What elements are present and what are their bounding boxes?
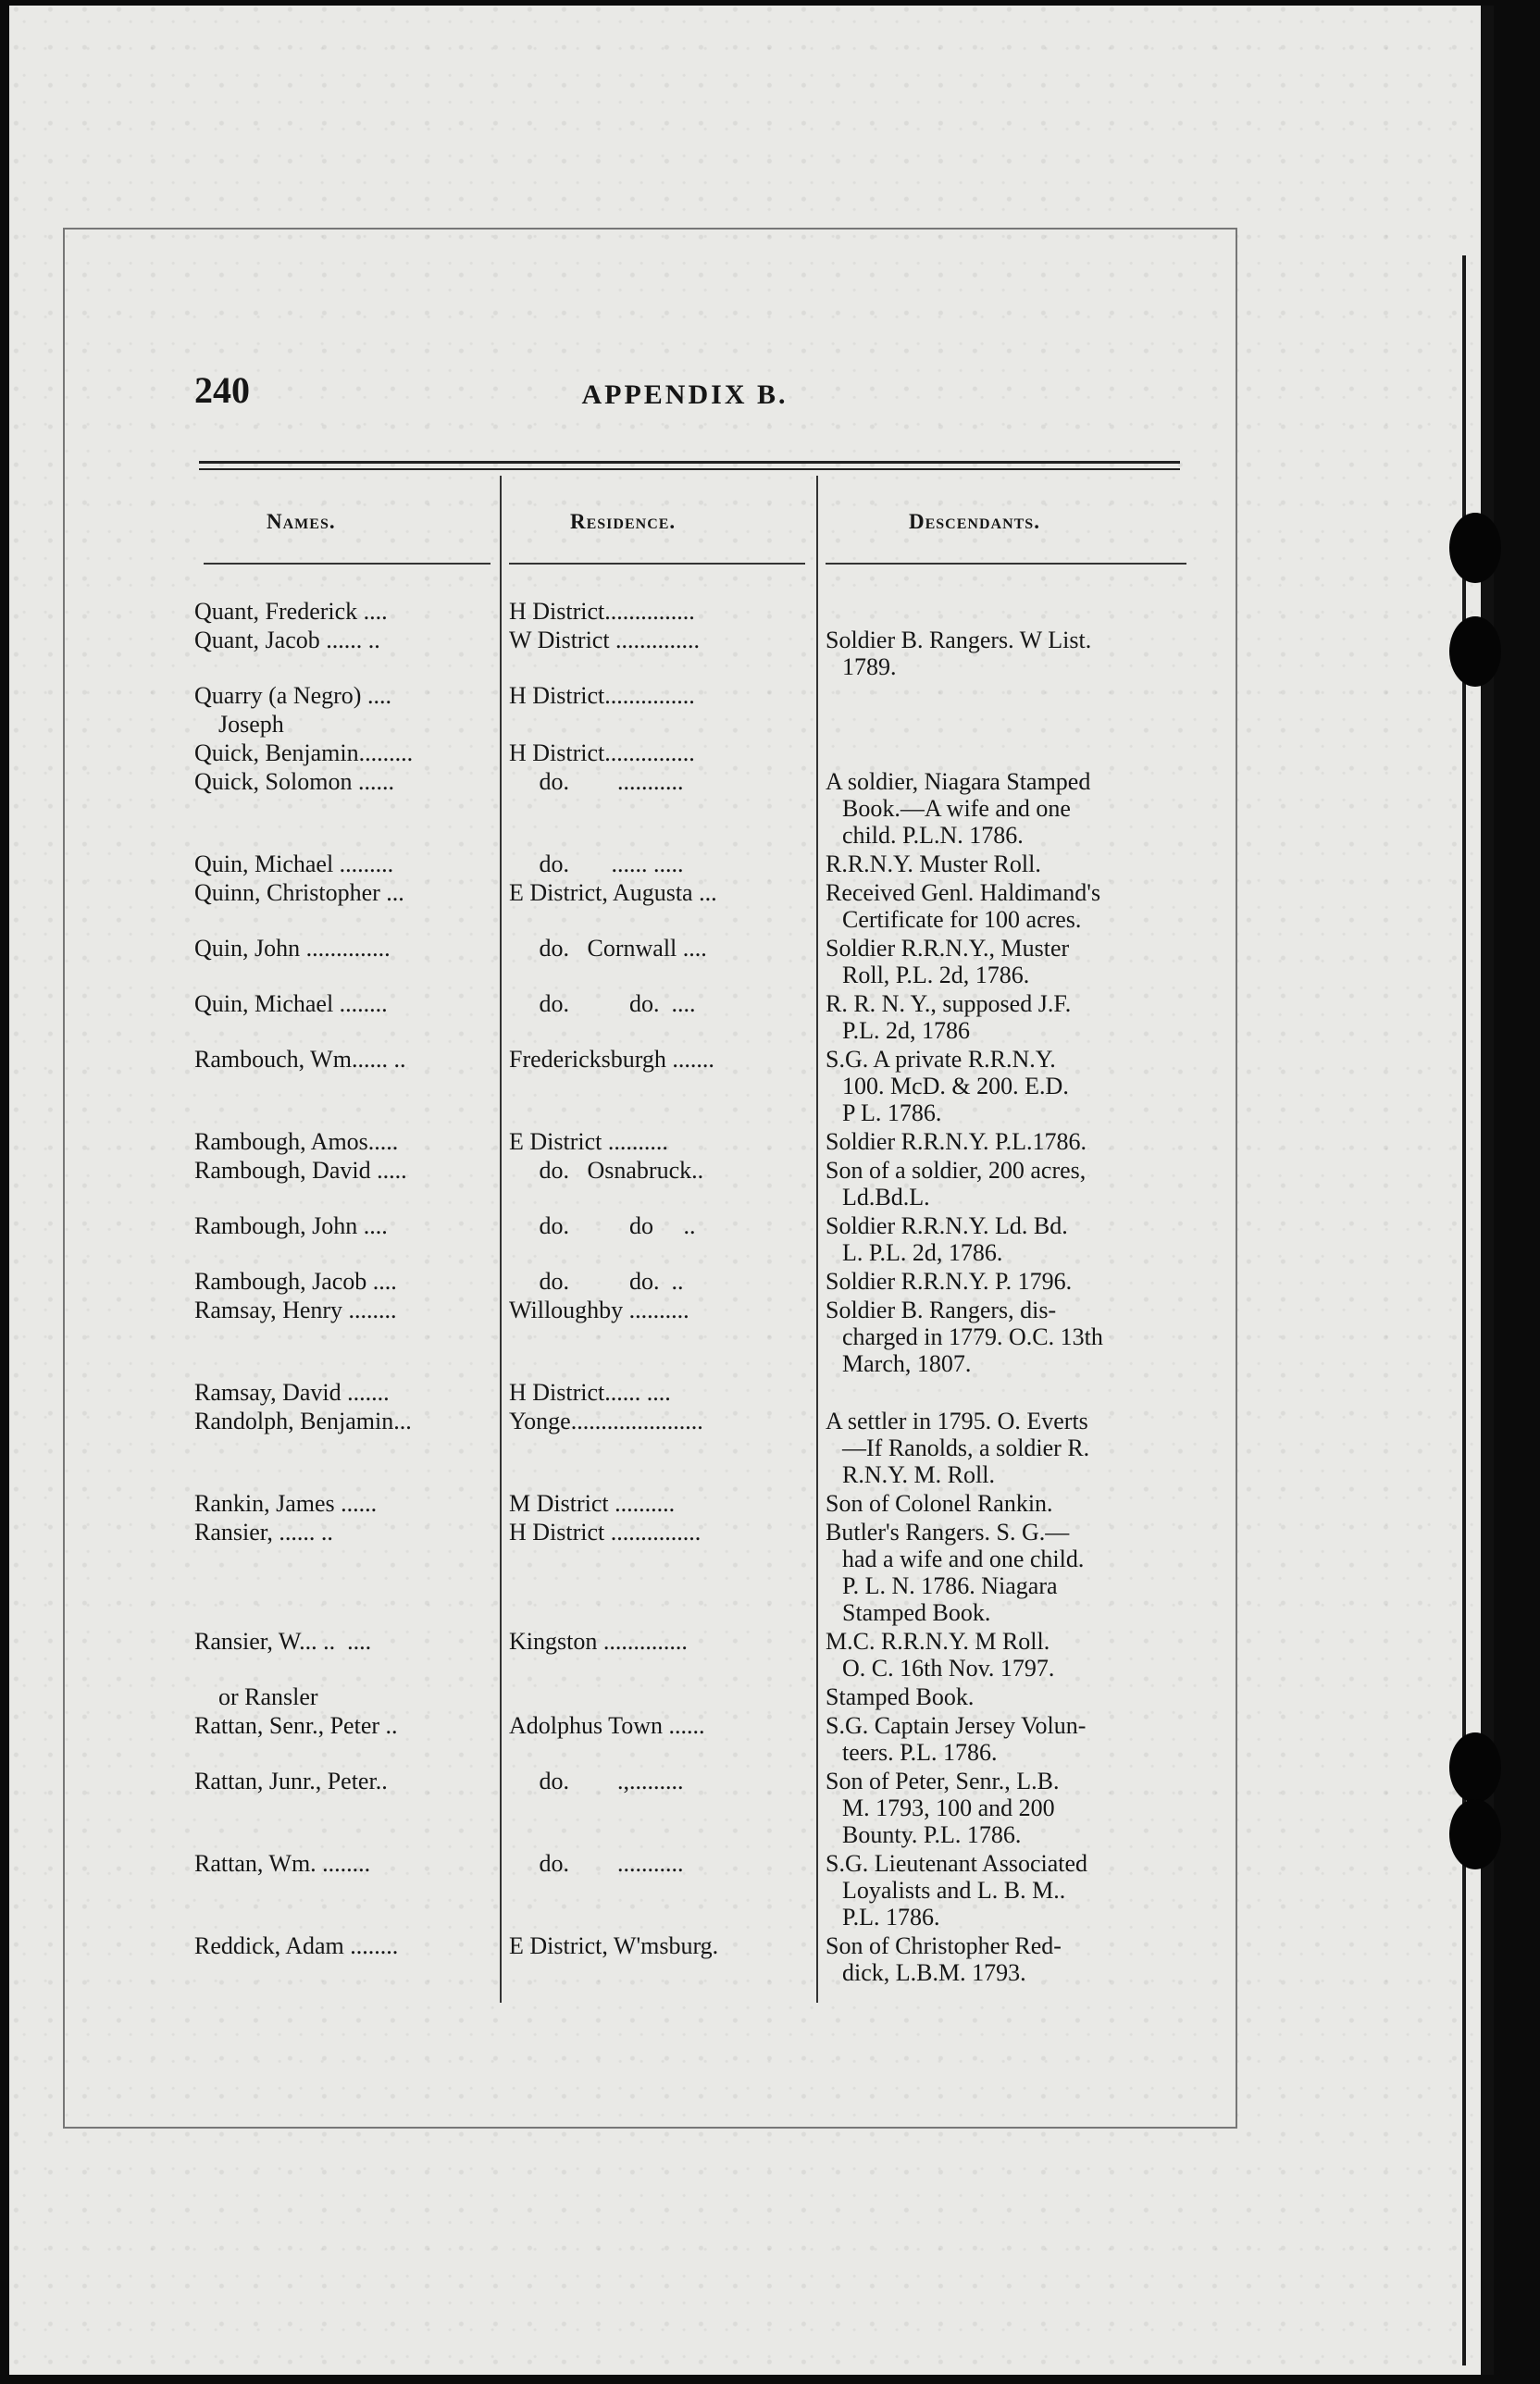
- column-header-residence: Residence.: [570, 510, 677, 533]
- row-residence: Willoughby ..........: [509, 1297, 689, 1323]
- row-residence: do. .,.........: [509, 1768, 684, 1794]
- row-name: Quarry (a Negro) ....: [194, 682, 391, 709]
- row-residence: Kingston ..............: [509, 1628, 688, 1655]
- row-residence: E District, Augusta ...: [509, 879, 717, 906]
- descendants-line: R. R. N. Y., supposed J.F.: [826, 990, 1072, 1017]
- descendants-line: Soldier B. Rangers. W List.: [826, 627, 1092, 653]
- scan-dark-edge: [1481, 6, 1494, 2375]
- row-descendants: [826, 1519, 1196, 1626]
- column-divider: [500, 476, 502, 2003]
- descendants-line: S.G. A private R.R.N.Y.: [826, 1046, 1056, 1073]
- descendants-line: Soldier R.R.N.Y., Muster: [826, 935, 1070, 962]
- row-name: Rankin, James ......: [194, 1490, 378, 1517]
- row-name: Quant, Frederick ....: [194, 598, 388, 625]
- row-descendants: [826, 1212, 1196, 1266]
- row-descendants: [826, 1850, 1196, 1931]
- descendants-line: Soldier B. Rangers, dis-: [826, 1297, 1057, 1323]
- descendants-line: Stamped Book.: [826, 1683, 975, 1710]
- punch-hole: [1449, 1732, 1501, 1803]
- descendants-line: P. L. N. 1786. Niagara: [842, 1572, 1058, 1599]
- descendants-line: A soldier, Niagara Stamped: [826, 768, 1091, 795]
- row-residence: do. do ..: [509, 1212, 696, 1239]
- row-name: Quinn, Christopher ...: [194, 879, 404, 906]
- descendants-line: Son of Christopher Red-: [826, 1932, 1062, 1959]
- descendants-line: Loyalists and L. B. M..: [842, 1877, 1066, 1904]
- row-name: Joseph: [194, 711, 284, 738]
- row-name: Quick, Solomon ......: [194, 768, 394, 795]
- running-title: APPENDIX B.: [581, 379, 789, 410]
- row-descendants: [826, 1268, 1196, 1295]
- descendants-line: Bounty. P.L. 1786.: [842, 1821, 1022, 1848]
- column-header-descendants: Descendants.: [909, 510, 1040, 533]
- punch-hole: [1449, 1799, 1501, 1869]
- descendants-line: Son of Peter, Senr., L.B.: [826, 1768, 1060, 1794]
- row-name: Quin, John ..............: [194, 935, 391, 962]
- row-name: Quin, Michael ........: [194, 990, 388, 1017]
- descendants-line: P L. 1786.: [842, 1099, 942, 1126]
- row-residence: H District...............: [509, 739, 695, 766]
- row-descendants: [826, 1683, 1196, 1710]
- page-number: 240: [194, 369, 250, 411]
- row-descendants: [826, 879, 1196, 933]
- row-descendants: [826, 1297, 1196, 1377]
- descendants-line: child. P.L.N. 1786.: [842, 822, 1024, 849]
- descendants-line: Son of a soldier, 200 acres,: [826, 1157, 1087, 1184]
- row-residence: do. ...........: [509, 768, 684, 795]
- row-name: Rambough, David .....: [194, 1157, 407, 1184]
- row-name: Ramsay, Henry ........: [194, 1297, 397, 1323]
- column-header-rule: [509, 563, 805, 565]
- row-residence: do. ...........: [509, 1850, 684, 1877]
- row-descendants: [826, 768, 1196, 849]
- descendants-line: teers. P.L. 1786.: [842, 1739, 998, 1766]
- row-residence: E District ..........: [509, 1128, 668, 1155]
- descendants-line: S.G. Captain Jersey Volun-: [826, 1712, 1087, 1739]
- row-name: Rambough, John ....: [194, 1212, 388, 1239]
- row-residence: do. do. ..: [509, 1268, 684, 1295]
- descendants-line: Soldier R.R.N.Y. P.L.1786.: [826, 1128, 1087, 1155]
- row-descendants: [826, 1768, 1196, 1848]
- row-residence: do. do. ....: [509, 990, 696, 1017]
- row-descendants: [826, 1490, 1196, 1517]
- descendants-line: March, 1807.: [842, 1350, 972, 1377]
- row-residence: do. Osnabruck..: [509, 1157, 704, 1184]
- descendants-line: —If Ranolds, a soldier R.: [842, 1434, 1090, 1461]
- descendants-line: Soldier R.R.N.Y. Ld. Bd.: [826, 1212, 1068, 1239]
- descendants-line: Roll, P.L. 2d, 1786.: [842, 962, 1030, 988]
- descendants-line: L. P.L. 2d, 1786.: [842, 1239, 1003, 1266]
- descendants-line: Book.—A wife and one: [842, 795, 1071, 822]
- column-header-rule: [826, 563, 1186, 565]
- row-residence: H District...............: [509, 682, 695, 709]
- row-descendants: [826, 851, 1196, 877]
- descendants-line: S.G. Lieutenant Associated: [826, 1850, 1088, 1877]
- descendants-line: R.N.Y. M. Roll.: [842, 1461, 995, 1488]
- row-name: Rambough, Amos.....: [194, 1128, 399, 1155]
- descendants-line: had a wife and one child.: [842, 1546, 1085, 1572]
- row-descendants: [826, 1932, 1196, 1986]
- row-name: Ramsay, David .......: [194, 1379, 390, 1406]
- row-residence: H District ...............: [509, 1519, 702, 1546]
- row-name: Quick, Benjamin.........: [194, 739, 414, 766]
- descendants-line: Received Genl. Haldimand's: [826, 879, 1101, 906]
- descendants-line: Certificate for 100 acres.: [842, 906, 1082, 933]
- row-name: Rambouch, Wm...... ..: [194, 1046, 406, 1073]
- row-descendants: [826, 990, 1196, 1044]
- row-descendants: [826, 1157, 1196, 1211]
- row-residence: do. Cornwall ....: [509, 935, 707, 962]
- row-name: Ransier, ...... ..: [194, 1519, 333, 1546]
- punch-hole: [1449, 513, 1501, 583]
- scanned-page: [9, 6, 1494, 2375]
- row-residence: H District...............: [509, 598, 695, 625]
- column-divider: [816, 476, 818, 2003]
- row-descendants: [826, 1408, 1196, 1488]
- row-descendants: [826, 1712, 1196, 1766]
- punch-hole: [1449, 616, 1501, 687]
- descendants-line: Soldier R.R.N.Y. P. 1796.: [826, 1268, 1073, 1295]
- descendants-line: 1789.: [842, 653, 897, 680]
- descendants-line: P.L. 2d, 1786: [842, 1017, 970, 1044]
- row-descendants: [826, 1128, 1196, 1155]
- row-name: Quin, Michael .........: [194, 851, 394, 877]
- row-name: Rattan, Senr., Peter ..: [194, 1712, 398, 1739]
- descendants-line: dick, L.B.M. 1793.: [842, 1959, 1026, 1986]
- row-name: Rattan, Junr., Peter..: [194, 1768, 388, 1794]
- descendants-line: M. 1793, 100 and 200: [842, 1794, 1055, 1821]
- column-header-rule: [204, 563, 491, 565]
- row-name: Reddick, Adam ........: [194, 1932, 399, 1959]
- descendants-line: Stamped Book.: [842, 1599, 991, 1626]
- row-name: Randolph, Benjamin...: [194, 1408, 412, 1434]
- descendants-line: M.C. R.R.N.Y. M Roll.: [826, 1628, 1050, 1655]
- row-name: Quant, Jacob ...... ..: [194, 627, 380, 653]
- descendants-line: R.R.N.Y. Muster Roll.: [826, 851, 1041, 877]
- row-residence: E District, W'msburg.: [509, 1932, 719, 1959]
- row-name: Ransier, W... .. ....: [194, 1628, 372, 1655]
- descendants-line: 100. McD. & 200. E.D.: [842, 1073, 1069, 1099]
- descendants-line: P.L. 1786.: [842, 1904, 940, 1931]
- header-double-rule: [199, 461, 1180, 470]
- row-descendants: [826, 627, 1196, 680]
- descendants-line: O. C. 16th Nov. 1797.: [842, 1655, 1055, 1682]
- row-descendants: [826, 1628, 1196, 1682]
- row-descendants: [826, 935, 1196, 988]
- page-header: [194, 368, 1175, 415]
- descendants-line: Ld.Bd.L.: [842, 1184, 930, 1211]
- row-residence: Adolphus Town ......: [509, 1712, 705, 1739]
- column-header-names: Names.: [267, 510, 336, 533]
- row-name: Rambough, Jacob ....: [194, 1268, 397, 1295]
- row-residence: M District ..........: [509, 1490, 676, 1517]
- descendants-line: charged in 1779. O.C. 13th: [842, 1323, 1103, 1350]
- row-residence: W District ..............: [509, 627, 701, 653]
- row-residence: Yonge......................: [509, 1408, 703, 1434]
- row-name: or Ransler: [194, 1683, 318, 1710]
- row-residence: Fredericksburgh .......: [509, 1046, 714, 1073]
- row-residence: do. ...... .....: [509, 851, 684, 877]
- descendants-line: A settler in 1795. O. Everts: [826, 1408, 1088, 1434]
- row-name: Rattan, Wm. ........: [194, 1850, 371, 1877]
- row-residence: H District...... ....: [509, 1379, 671, 1406]
- row-descendants: [826, 1046, 1196, 1126]
- descendants-line: Son of Colonel Rankin.: [826, 1490, 1053, 1517]
- descendants-line: Butler's Rangers. S. G.—: [826, 1519, 1070, 1546]
